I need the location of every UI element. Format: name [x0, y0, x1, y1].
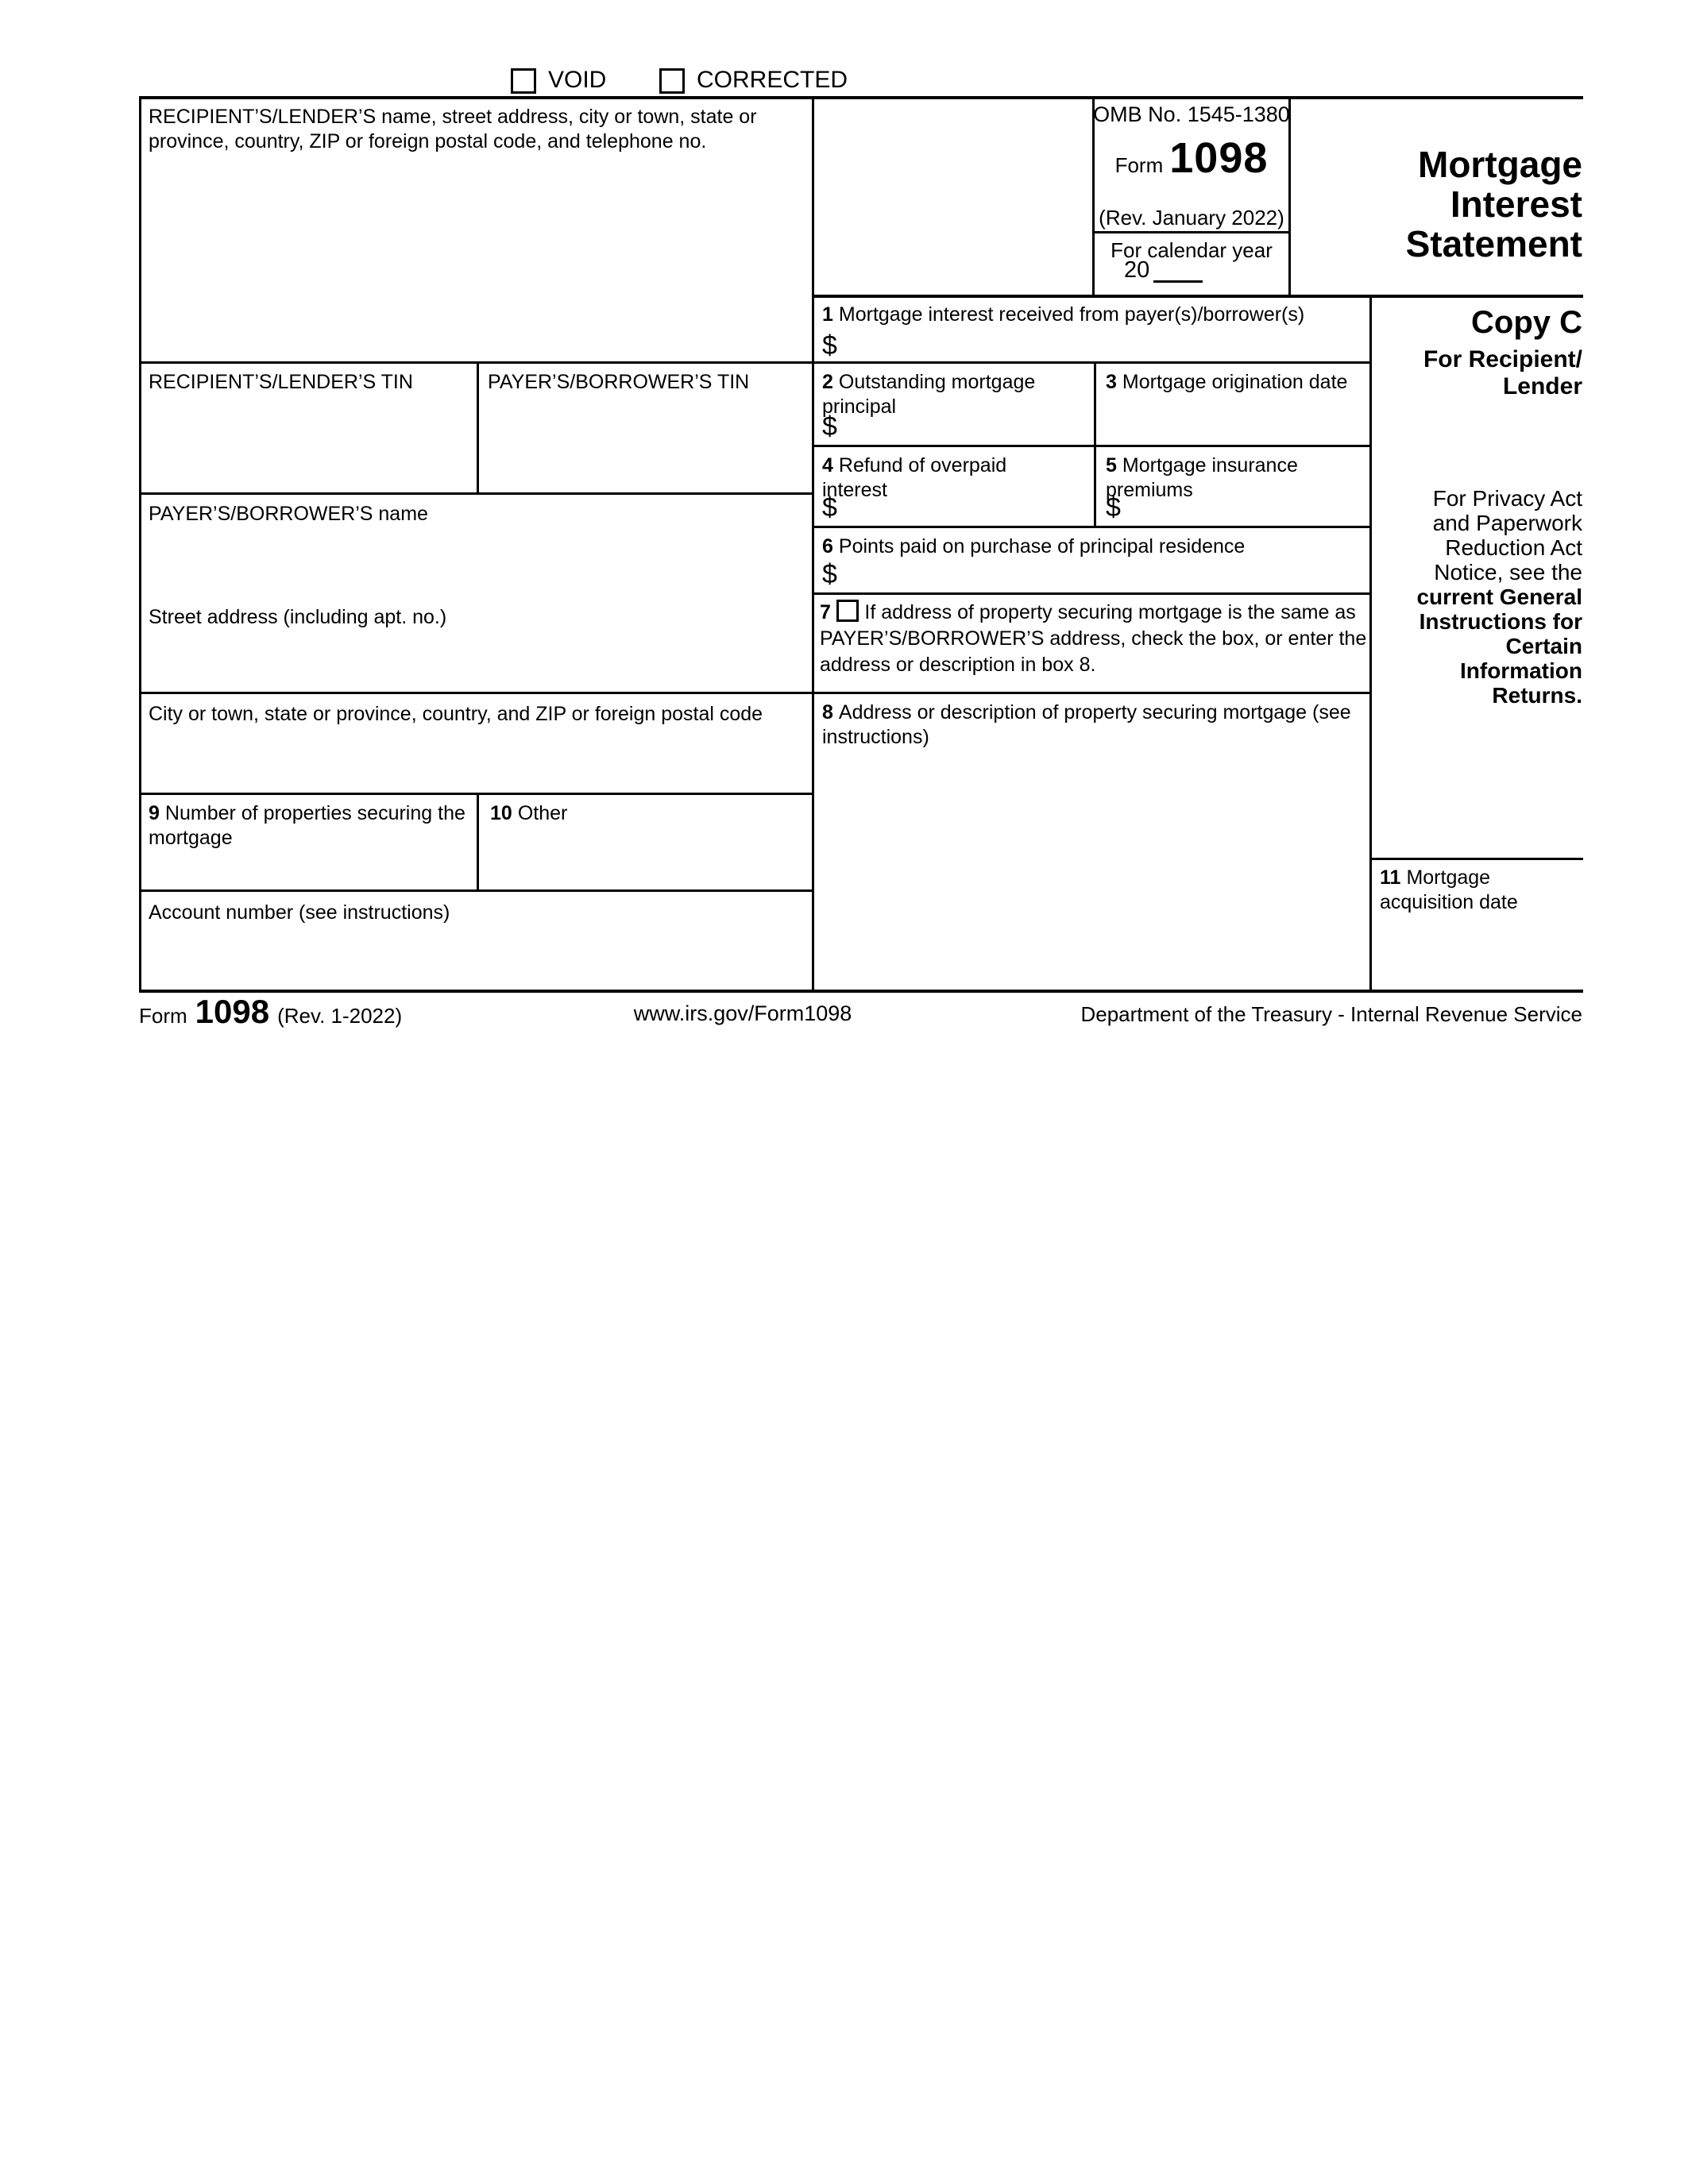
calendar-year-label: For calendar year — [1111, 238, 1273, 262]
grid-line — [812, 295, 1583, 298]
corrected-checkbox[interactable] — [659, 68, 685, 94]
footer-form-number: 1098 — [195, 993, 270, 1030]
form-number-header — [1092, 133, 1291, 183]
void-label: VOID — [548, 67, 607, 93]
box-4-dollar-sign[interactable]: $ — [822, 492, 837, 523]
box-1-label: 1 Mortgage interest received from payer(s)/borrower(s) — [822, 303, 1305, 326]
city-label: City or town, state or province, country, and ZIP or foreign postal code — [149, 703, 763, 725]
corrected-label: CORRECTED — [697, 67, 848, 93]
recipient-lender-info-label: RECIPIENT’S/LENDER’S name, street address, city or town, state or province, country, ZIP or foreign postal code, and telephone no. — [149, 106, 757, 152]
privacy-act-notice: For Privacy Act and Paperwork Reduction Act Notice, see the current General Instructions for Certain Information Returns. — [1416, 486, 1582, 708]
form-title: Mortgage Interest Statement — [1405, 144, 1582, 264]
grid-line — [812, 592, 1372, 595]
grid-line — [139, 96, 141, 993]
omb-number: OMB No. 1545-1380 — [1093, 102, 1290, 126]
revision-label: (Rev. January 2022) — [1099, 206, 1284, 230]
grid-line — [812, 526, 1372, 528]
grid-line — [1092, 231, 1291, 233]
box-2-label: 2 Outstanding mortgage principal — [822, 371, 1036, 418]
box-2-dollar-sign[interactable]: $ — [822, 411, 837, 442]
form-number: 1098 — [1169, 134, 1269, 182]
footer-form-id — [139, 993, 402, 1031]
footer-revision: (Rev. 1-2022) — [277, 1004, 403, 1028]
box-7-label: 7 If address of property securing mortgage is the same as PAYER’S/BORROWER’S address, check the box, or enter the address or description in box 8. — [820, 601, 1367, 676]
grid-line — [477, 361, 479, 495]
box-1-dollar-sign[interactable]: $ — [822, 330, 837, 361]
box-10-label: 10 Other — [490, 802, 568, 824]
box-9-label: 9 Number of properties securing the mortgage — [149, 802, 465, 849]
box-3-label: 3 Mortgage origination date — [1106, 371, 1348, 393]
grid-line — [1369, 858, 1583, 860]
footer-url[interactable]: www.irs.gov/Form1098 — [633, 1001, 852, 1025]
street-address-label: Street address (including apt. no.) — [149, 606, 447, 628]
grid-line — [812, 445, 1372, 447]
copy-c-label: Copy C — [1471, 305, 1582, 340]
grid-line — [139, 692, 1372, 694]
account-number-label: Account number (see instructions) — [149, 901, 450, 924]
grid-line — [139, 361, 1372, 364]
box-6-dollar-sign[interactable]: $ — [822, 559, 837, 589]
box-4-label: 4 Refund of overpaid interest — [822, 454, 1007, 501]
grid-line — [139, 96, 1583, 99]
box-6-label: 6 Points paid on purchase of principal residence — [822, 535, 1246, 558]
box-5-label: 5 Mortgage insurance premiums — [1106, 454, 1298, 501]
box-5-dollar-sign[interactable]: $ — [1106, 492, 1121, 523]
box-7-checkbox[interactable] — [836, 600, 859, 622]
payer-tin-label: PAYER’S/BORROWER’S TIN — [488, 371, 750, 393]
form-word: Form — [1114, 153, 1164, 177]
grid-line — [1094, 361, 1096, 528]
footer-form-word: Form — [139, 1004, 187, 1028]
copy-c-recipient-label: For Recipient/ Lender — [1423, 346, 1582, 399]
void-checkbox[interactable] — [511, 68, 536, 94]
footer-agency: Department of the Treasury - Internal Revenue Service — [1080, 1002, 1582, 1026]
calendar-year-blank-line[interactable] — [1153, 280, 1203, 283]
box-8-label: 8 Address or description of property securing mortgage (see instructions) — [822, 701, 1351, 748]
recipient-tin-label: RECIPIENT’S/LENDER’S TIN — [149, 371, 413, 393]
box-11-label: 11 Mortgage acquisition date — [1380, 866, 1518, 913]
grid-line — [812, 96, 814, 993]
calendar-year-prefix: 20 — [1124, 257, 1150, 283]
payer-name-label: PAYER’S/BORROWER’S name — [149, 503, 428, 525]
